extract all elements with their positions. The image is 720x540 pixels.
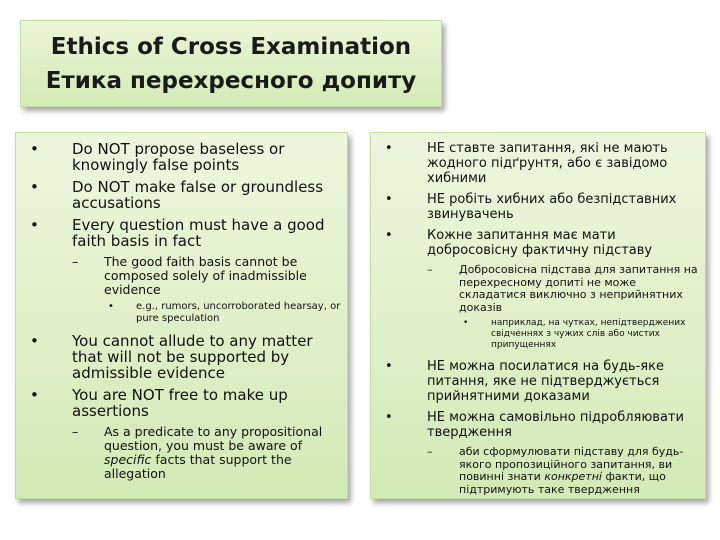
bullet-dot-icon: • <box>30 140 39 158</box>
bullet-dot-icon: • <box>385 141 393 156</box>
ukrainian-content-panel <box>370 132 706 499</box>
bullet-item: • You cannot allude to any matter that will not be supported by admissible evidence <box>30 332 313 382</box>
dash-icon: – <box>72 254 79 269</box>
bullet-dot-icon: • <box>385 228 393 243</box>
bullet-item: • Кожне запитання має мати добросовісну фактичну підставу <box>385 228 653 258</box>
bullet-dot-icon: • <box>30 178 39 196</box>
sub-sub-bullet-item: • наприклад, на чутках, непідтверджених свідченнях з чужих слів або чистих припущеннях <box>463 318 686 350</box>
title-english: Ethics of Cross Examination <box>50 33 412 60</box>
bullet-item: • НЕ ставте запитання, які не мають жодного підґрунтя, або є завідомо хибними <box>385 141 668 186</box>
bullet-dot-icon: • <box>30 216 39 234</box>
english-content-panel <box>15 132 348 499</box>
sub-bullet-item: – Добросовісна підстава для запитання на перехресному допиті не може складатися виключно з неприйнятних доказів <box>427 263 698 314</box>
sub-bullet-item: – The good faith basis cannot be composed solely of inadmissible evidence <box>72 254 307 297</box>
title-ukrainian: Етика перехресного допиту <box>45 67 417 94</box>
bullet-dot-icon: • <box>385 192 393 207</box>
dash-icon: – <box>427 263 433 276</box>
bullet-item: • Every question must have a good faith basis in fact <box>30 216 325 250</box>
sub-bullet-item: – аби сформулювати підставу для будь-якого пропозиційного запитання, ви повинні знати конкретні факти, що підтримують таке твердження <box>427 445 684 496</box>
bullet-dot-icon: • <box>30 386 39 404</box>
bullet-item: • Do NOT make false or groundless accusations <box>30 178 324 212</box>
bullet-item: • НЕ можна самовільно підробляювати твердження <box>385 410 684 440</box>
bullet-dot-icon: • <box>108 301 114 312</box>
sub-bullet-item: – As a predicate to any propositional question, you must be aware of specific facts that support the allegation <box>72 424 323 481</box>
bullet-dot-icon: • <box>30 332 39 350</box>
bullet-item: • НЕ можна посилатися на будь-яке питання, яке не підтверджується прийнятними доказами <box>385 359 664 404</box>
slide-title-box <box>20 20 442 107</box>
sub-sub-bullet-item: • e.g., rumors, uncorroborated hearsay, or pure speculation <box>108 301 341 324</box>
bullet-dot-icon: • <box>463 318 469 328</box>
dash-icon: – <box>72 424 79 439</box>
dash-icon: – <box>427 445 433 458</box>
bullet-item: • Do NOT propose baseless or knowingly false points <box>30 140 285 174</box>
bullet-item: • You are NOT free to make up assertions <box>30 386 288 420</box>
bullet-dot-icon: • <box>385 410 393 425</box>
bullet-item: • НЕ робіть хибних або безпідставних звинувачень <box>385 192 677 222</box>
bullet-dot-icon: • <box>385 359 393 374</box>
